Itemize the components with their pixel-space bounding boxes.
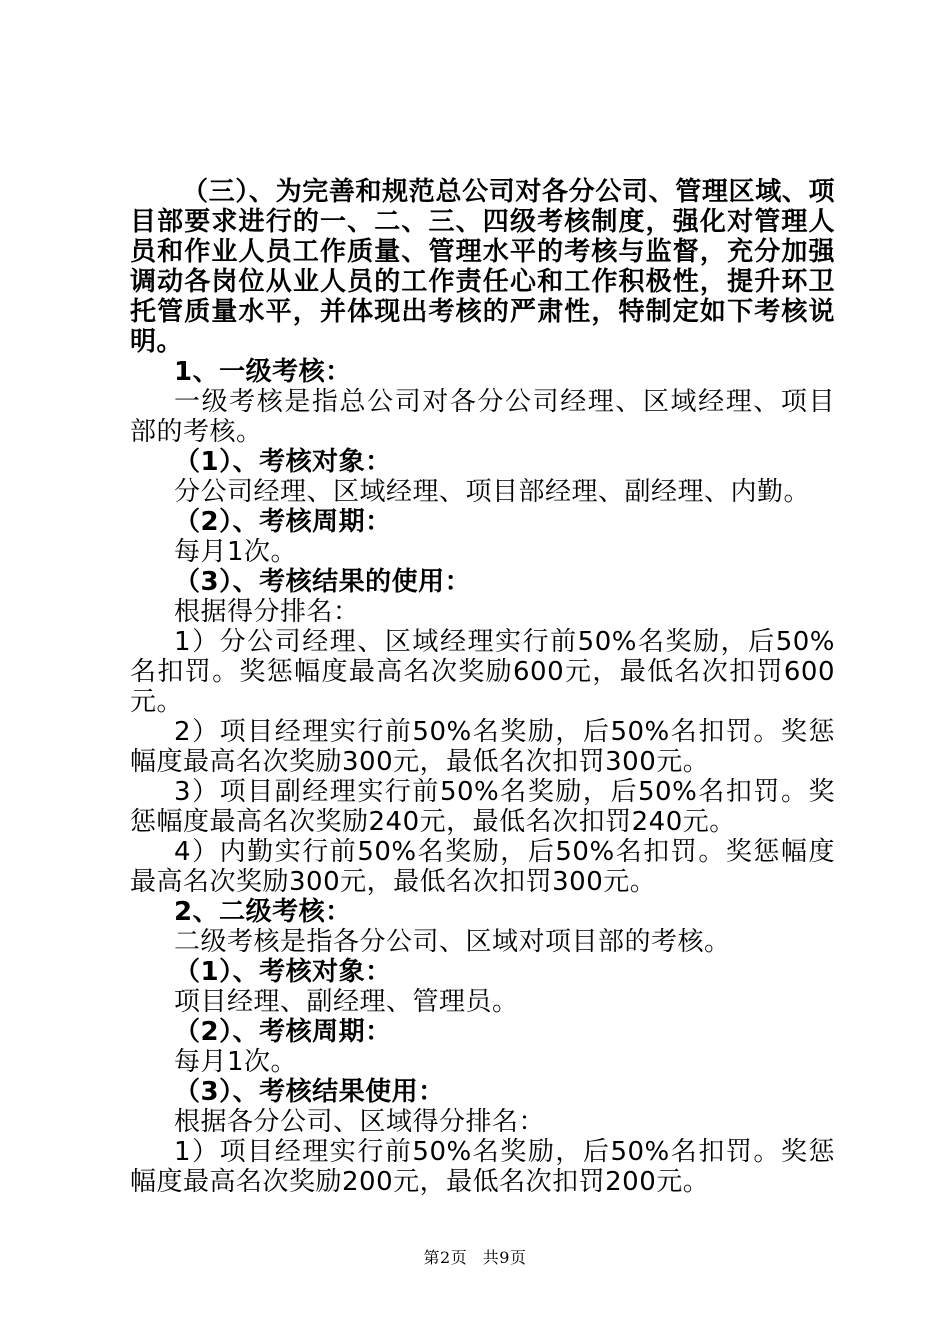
subheading-results: （3）、考核结果的使用： [174,567,472,597]
paragraph-level-1-definition: 一级考核是指总公司对各分公司经理、区域经理、项目部的考核。 [130,387,835,447]
list-item-4: 4）内勤实行前50%名奖励，后50%名扣罚。奖惩幅度最高名次奖励300元，最低名次扣罚300元。 [130,837,835,897]
subheading-period: （2）、考核周期： [174,507,392,537]
section-heading-level-2: 2、二级考核： [174,897,352,927]
paragraph-period: 每月1次。 [174,537,298,567]
paragraph-period-2: 每月1次。 [174,1047,298,1077]
list-item-1: 1）分公司经理、区域经理实行前50%名奖励，后50%名扣罚。奖惩幅度最高名次奖励600元，最低名次扣罚600元。 [130,627,835,717]
page-number: 第2页 [423,1248,468,1267]
page-footer [0,1245,950,1268]
subheading-results-2: （3）、考核结果使用： [174,1077,445,1107]
document-body [130,177,835,1197]
paragraph-level-2-definition: 二级考核是指各分公司、区域对项目部的考核。 [174,927,731,957]
page-total: 共9页 [482,1248,527,1267]
subheading-period-2: （2）、考核周期： [174,1017,392,1047]
list-item-2-1: 1）项目经理实行前50%名奖励，后50%名扣罚。奖惩幅度最高名次奖励200元，最低名次扣罚200元。 [130,1137,835,1197]
intro-paragraph: （三）、为完善和规范总公司对各分公司、管理区域、项目部要求进行的一、二、三、四级考核制度，强化对管理人员和作业人员工作质量、管理水平的考核与监督，充分加强调动各岗位从业人员的工作责任心和工作积极性，提升环卫托管质量水平，并体现出考核的严肃性，特制定如下考核说明。 [130,177,835,357]
paragraph-ranking: 根据得分排名： [174,597,360,627]
list-item-3: 3）项目副经理实行前50%名奖励，后50%名扣罚。奖惩幅度最高名次奖励240元，最低名次扣罚240元。 [130,777,835,837]
subheading-targets-2: （1）、考核对象： [174,957,392,987]
list-item-2: 2）项目经理实行前50%名奖励，后50%名扣罚。奖惩幅度最高名次奖励300元，最低名次扣罚300元。 [130,717,835,777]
section-heading-level-1: 1、一级考核： [174,357,352,387]
paragraph-targets-2: 项目经理、副经理、管理员。 [174,987,519,1017]
paragraph-targets: 分公司经理、区域经理、项目部经理、副经理、内勤。 [174,477,811,507]
subheading-targets: （1）、考核对象： [174,447,392,477]
paragraph-ranking-2: 根据各分公司、区域得分排名： [174,1107,546,1137]
